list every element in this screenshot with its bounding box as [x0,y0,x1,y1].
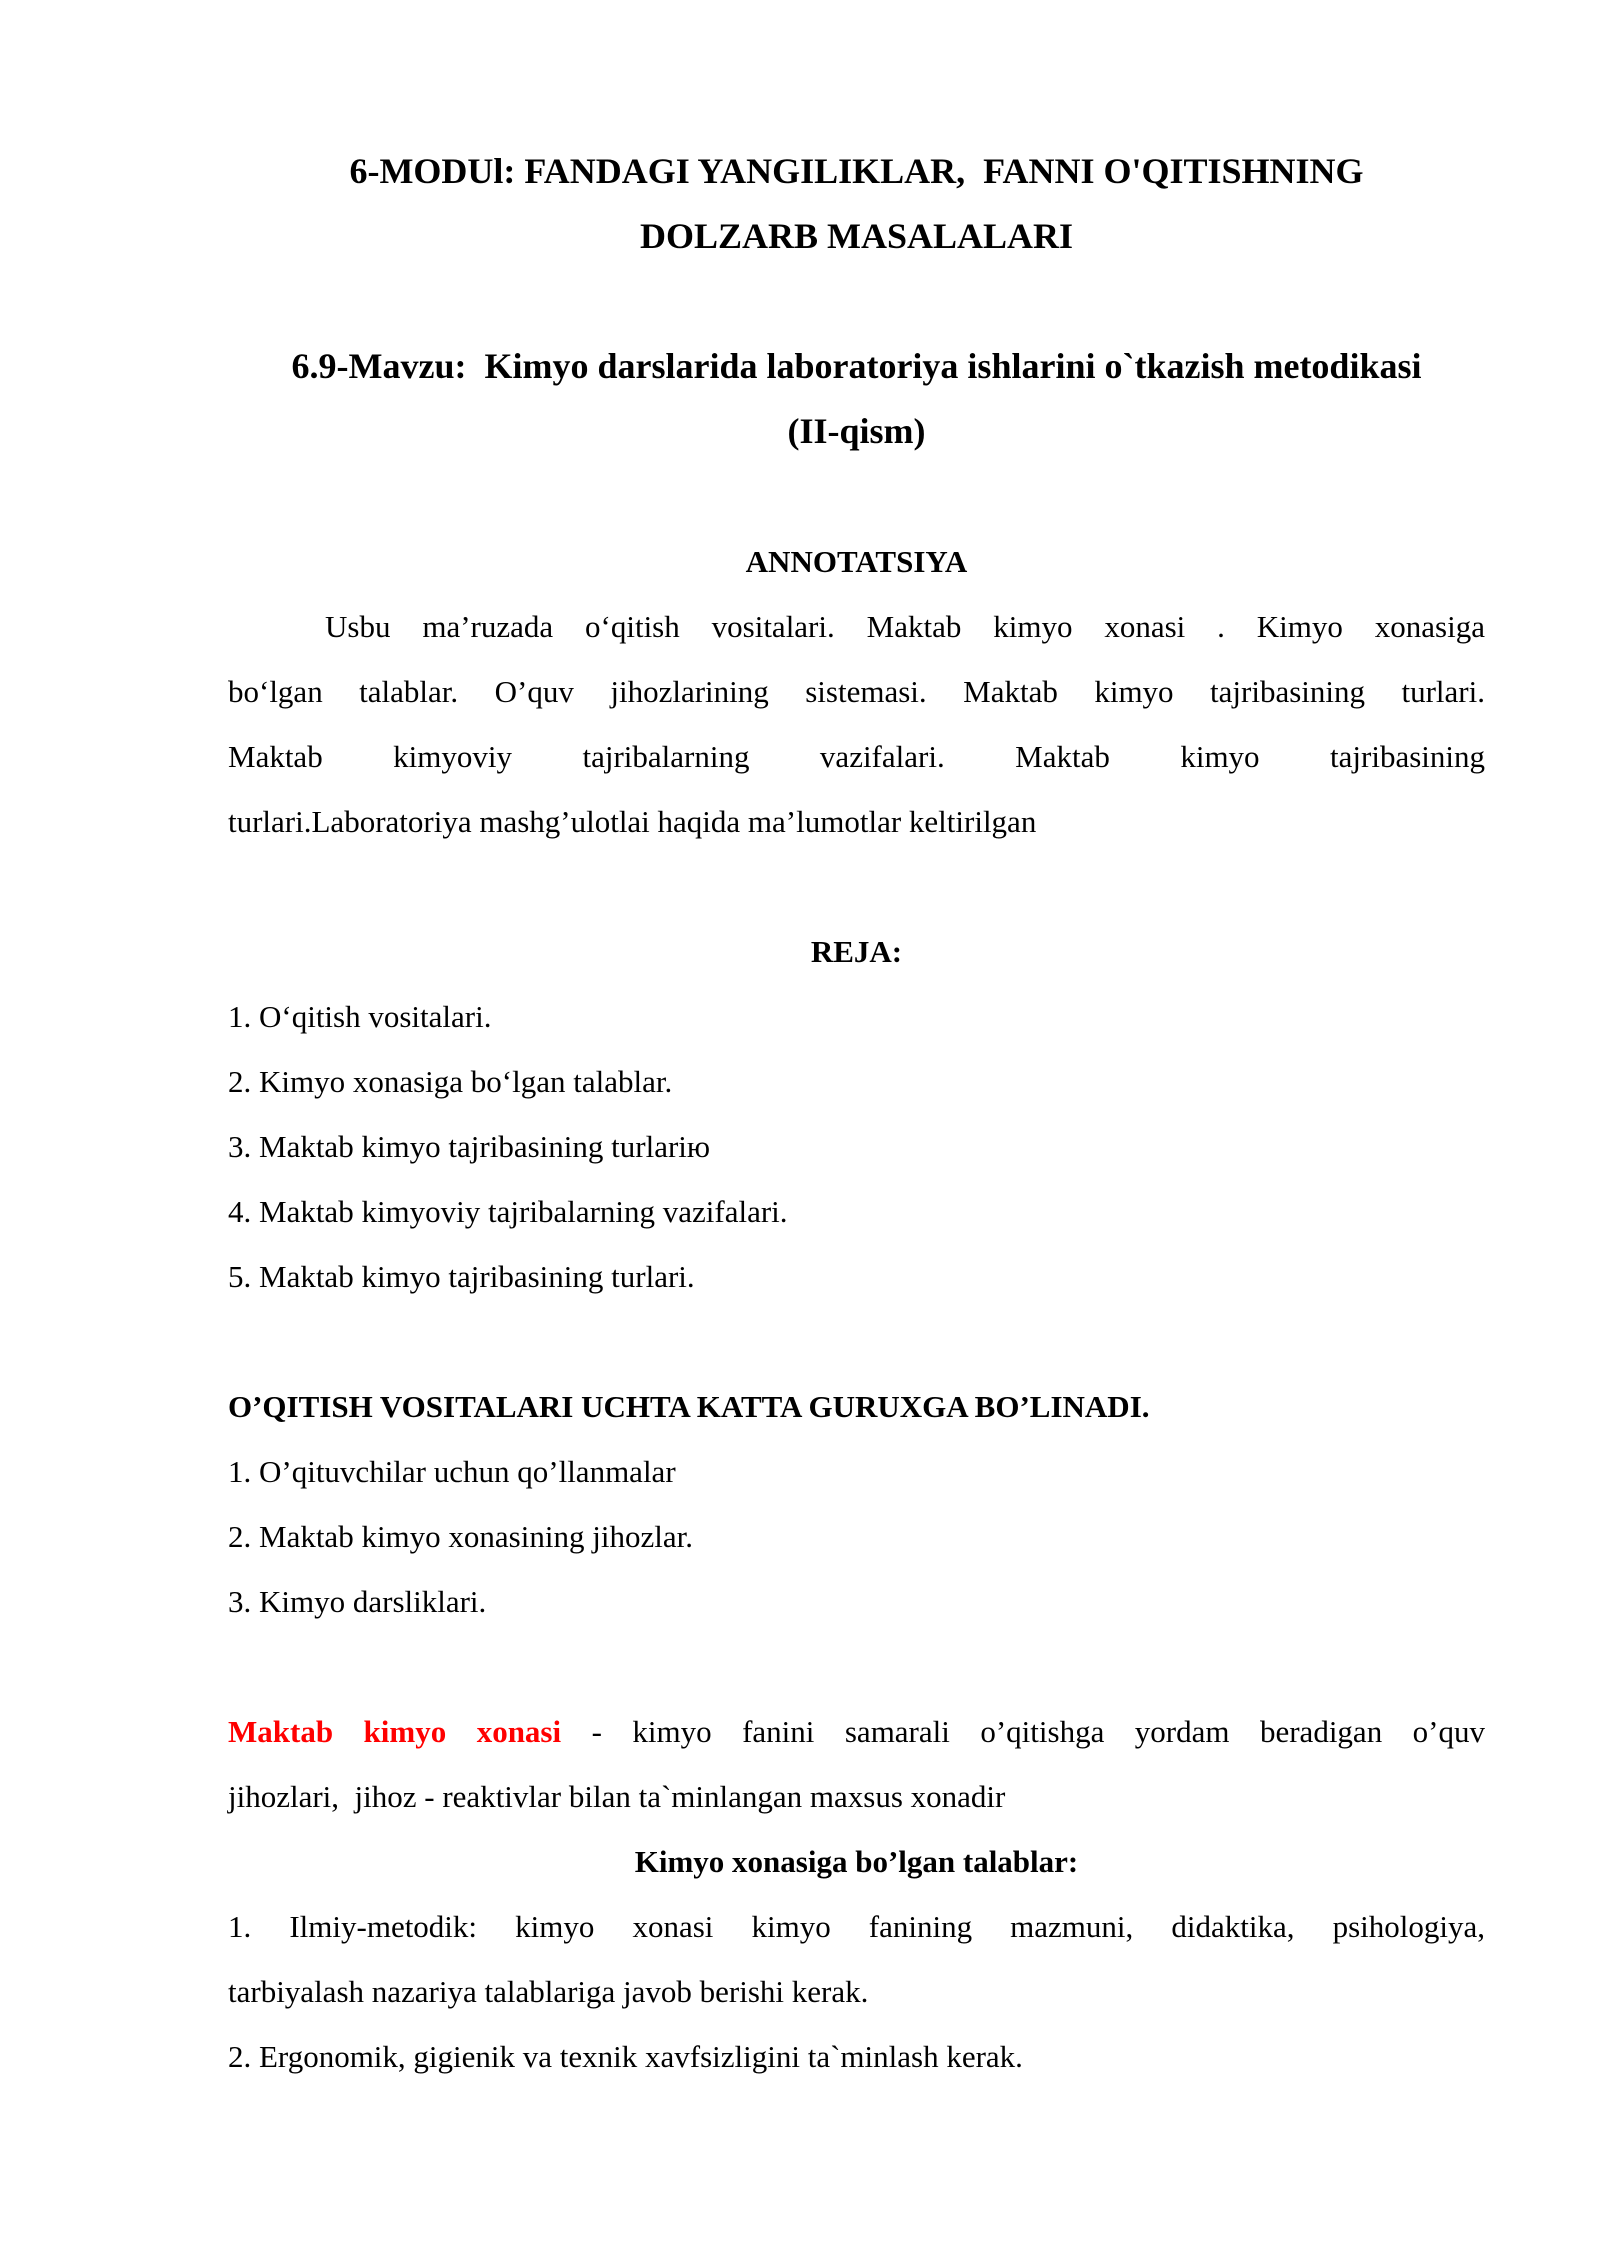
requirements-item: 2. Ergonomik, gigienik va texnik xavfsizligini ta`minlash kerak. [228,2039,1023,2074]
annotation-text-line: bo‘lgan talablar. O’quv jihozlarining sistemasi. Maktab kimyo tajribasining turlari. [228,674,1485,709]
definition-term: Maktab kimyo xonasi [228,1714,562,1749]
definition-term-rest: - kimyo fanini samarali o’qitishga yordam beradigan o’quv [561,1714,1485,1749]
definition-line-1 [228,1699,1485,1764]
groups-item: 2. Maktab kimyo xonasining jihozlar. [228,1519,693,1554]
groups-item: 1. O’qituvchilar uchun qo’llanmalar [228,1454,676,1489]
spacer [228,1309,1485,1374]
annotation-text-line: Usbu ma’ruzada o‘qitish vositalari. Maktab kimyo xonasi . Kimyo xonasiga [325,609,1485,644]
requirements-item-continuation: tarbiyalash nazariya talablariga javob berishi kerak. [228,1974,869,2009]
plan-item: 4. Maktab kimyoviy tajribalarning vazifalari. [228,1194,788,1229]
plan-item: 3. Maktab kimyo tajribasining turlariю [228,1129,711,1164]
spacer [228,269,1485,334]
requirements-item: 1. Ilmiy-metodik: kimyo xonasi kimyo fanining mazmuni, didaktika, psihologiya, [228,1909,1485,1944]
annotation-heading: ANNOTATSIYA [745,544,968,579]
plan-item: 1. O‘qitish vositalari. [228,999,492,1034]
module-title-line-1: 6-MODUl: FANDAGI YANGILIKLAR, FANNI O'QITISHNING [349,151,1364,191]
annotation-text-line: turlari.Laboratoriya mashg’ulotlai haqida ma’lumotlar keltirilgan [228,804,1037,839]
spacer [228,854,1485,919]
topic-title: 6.9-Mavzu: Kimyo darslarida laboratoriya ishlarini o`tkazish metodikasi [291,346,1422,386]
topic-part-label: (II-qism) [787,411,926,451]
requirements-heading: Kimyo xonasiga bo’lgan talablar: [634,1844,1079,1879]
groups-item: 3. Kimyo darsliklari. [228,1584,487,1619]
module-title-line-2: DOLZARB MASALALARI [639,216,1074,256]
plan-heading: REJA: [810,934,903,969]
plan-item: 5. Maktab kimyo tajribasining turlari. [228,1259,695,1294]
spacer [228,1634,1485,1699]
plan-item: 2. Kimyo xonasiga bo‘lgan talablar. [228,1064,673,1099]
groups-heading: O’QITISH VOSITALARI UCHTA KATTA GURUXGA BO’LINADI. [228,1389,1150,1424]
annotation-text-line: Maktab kimyoviy tajribalarning vazifalari. Maktab kimyo tajribasining [228,739,1485,774]
spacer [228,464,1485,529]
definition-line-2: jihozlari, jihoz - reaktivlar bilan ta`minlangan maxsus xonadir [228,1779,1006,1814]
